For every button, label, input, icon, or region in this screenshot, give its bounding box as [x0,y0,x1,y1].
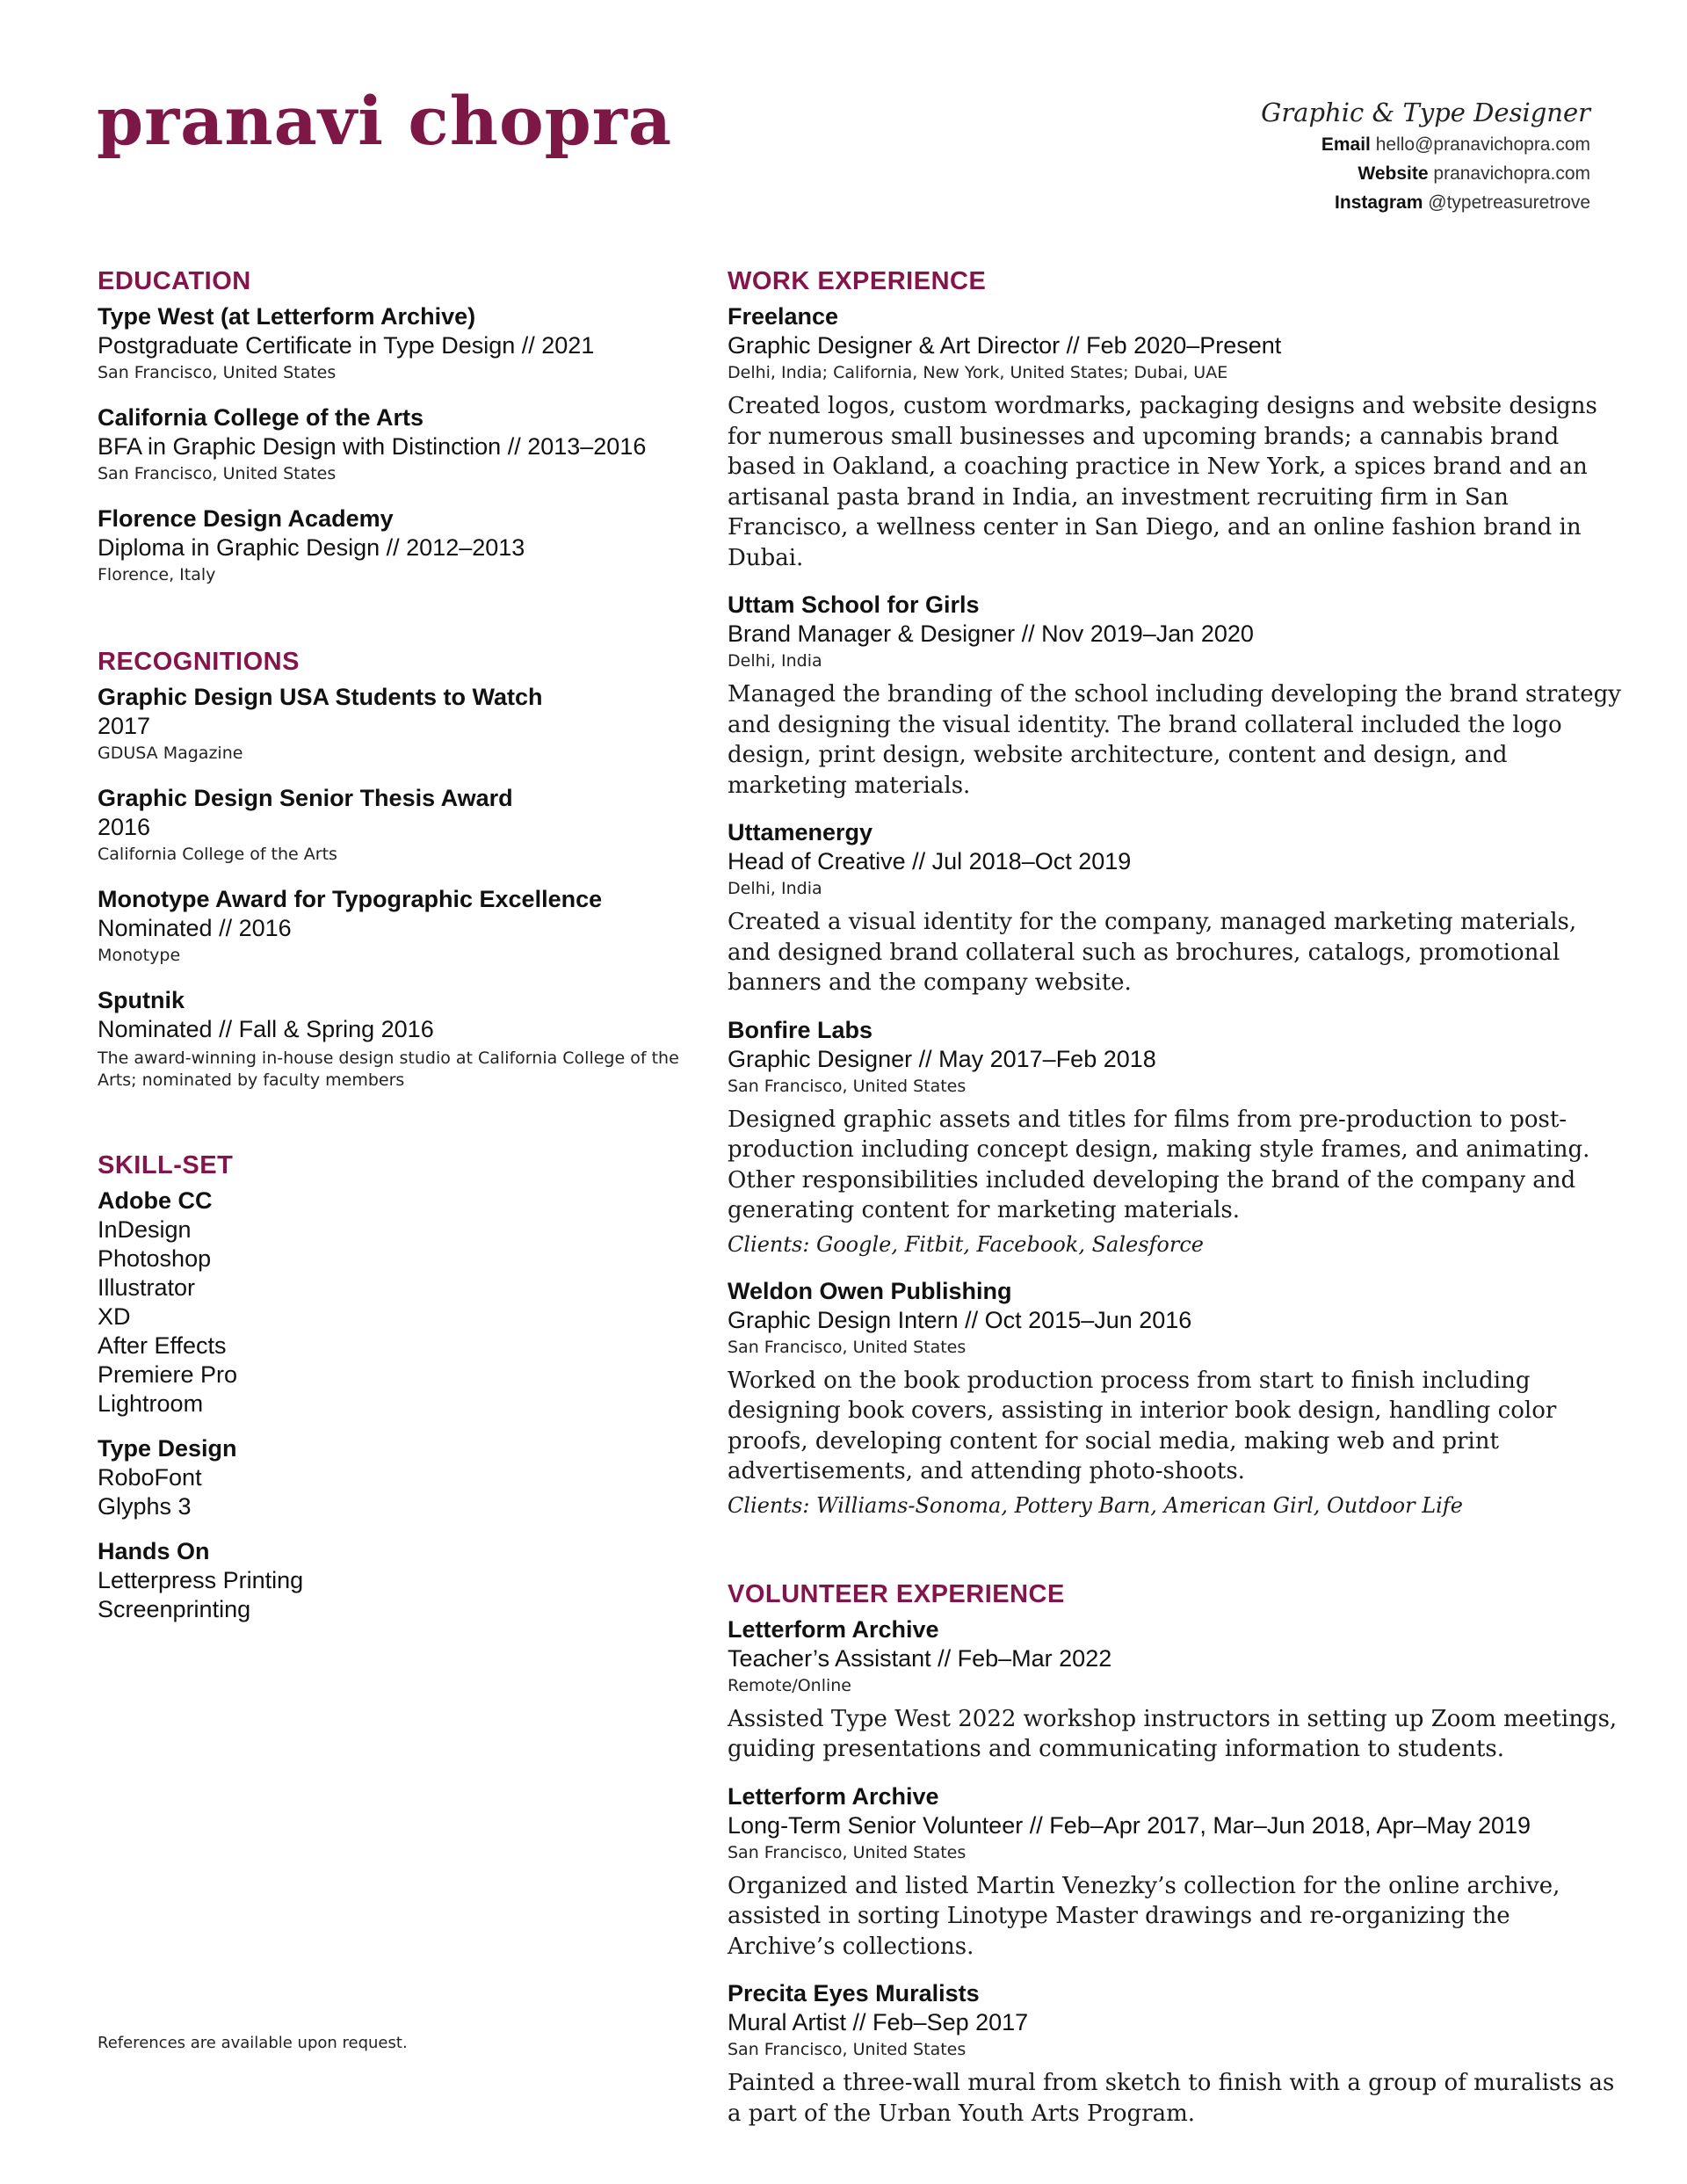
entry-location: Remote/Online [728,1675,851,1695]
skill-group [98,1537,695,1624]
skill-item: InDesign [98,1216,192,1243]
work-entry [728,818,1624,998]
entry-description: Worked on the book production process from start to finish including designing book covers, assisting in interior book design, handling color proofs, developing content for social media, making web and print advertisements, and attending photo-shoots. [728,1367,1557,1484]
entry-subtitle: 2016 [98,814,151,840]
skill-group [98,1434,695,1521]
contact-website-label: Website [1358,163,1429,184]
recognition-entry [98,885,695,969]
contact-email-value[interactable]: hello@pranavichopra.com [1375,134,1590,155]
work-section [728,264,1624,1520]
contact-instagram [1261,188,1590,217]
work-entry [728,1016,1624,1259]
work-entry [728,302,1624,573]
entry-description: Designed graphic assets and titles for films from pre-production to post-production including concept design, making style frames, and animating. Other responsibilities included developing the brand of the company and generating content for marketing materials. [728,1106,1590,1223]
entry-subtitle: Head of Creative // Jul 2018–Oct 2019 [728,848,1132,874]
education-heading: EDUCATION [98,267,251,295]
entry-subtitle: Graphic Designer // May 2017–Feb 2018 [728,1045,1156,1072]
skill-item: Illustrator [98,1274,196,1301]
skill-item: Glyphs 3 [98,1493,192,1520]
entry-title: Monotype Award for Typographic Excellence [98,886,603,912]
entry-description: Organized and listed Martin Venezky’s collection for the online archive, assisted in sorting Linotype Master drawings and re-organizing the Archive’s collections. [728,1872,1560,1960]
entry-location: California College of the Arts [98,845,337,864]
entry-title: Freelance [728,303,839,330]
volunteer-heading: VOLUNTEER EXPERIENCE [728,1579,1065,1608]
entry-location: San Francisco, United States [728,1337,967,1357]
entry-title: California College of the Arts [98,404,424,431]
skill-item: XD [98,1303,131,1330]
contact-website-value[interactable]: pranavichopra.com [1433,163,1590,184]
job-role: Graphic & Type Designer [1261,98,1590,127]
entry-subtitle: Long-Term Senior Volunteer // Feb–Apr 2017, Mar–Jun 2018, Apr–May 2019 [728,1811,1531,1839]
resume-name: pranavi chopra [97,82,673,160]
entry-title: Florence Design Academy [98,505,394,532]
left-column [98,264,695,1640]
skill-group-title: Adobe CC [98,1187,213,1214]
entry-location: GDUSA Magazine [98,744,243,763]
entry-title: Sputnik [98,987,185,1013]
entry-clients: Clients: Google, Fitbit, Facebook, Salesforce [728,1231,1204,1257]
entry-description: Created a visual identity for the company, managed marketing materials, and designed brand collateral such as brochures, catalogs, promotional banners and the company website. [728,909,1577,996]
section-spacer [98,606,695,644]
volunteer-entry [728,1615,1624,1765]
entry-subtitle: Graphic Designer & Art Director // Feb 2020–Present [728,332,1282,359]
entry-subtitle: Graphic Design Intern // Oct 2015–Jun 2016 [728,1306,1192,1333]
entry-location: Monotype [98,946,181,965]
entry-subtitle: Nominated // 2016 [98,915,292,941]
skills-section [98,1148,695,1624]
education-entry [98,403,695,487]
recognition-entry [98,986,695,1092]
entry-title: Uttamenergy [728,819,873,845]
entry-subtitle: 2017 [98,713,151,739]
skill-group-title: Type Design [98,1435,237,1462]
entry-title: Letterform Archive [728,1782,939,1810]
skill-item: Lightroom [98,1390,204,1417]
work-heading: WORK EXPERIENCE [728,267,987,295]
entry-subtitle: Postgraduate Certificate in Type Design // 2021 [98,332,595,359]
skill-item: Photoshop [98,1245,212,1272]
entry-title: Graphic Design Senior Thesis Award [98,785,513,811]
skill-item: RoboFont [98,1464,202,1491]
entry-location: San Francisco, United States [728,1842,967,1862]
recognition-entry [98,683,695,766]
education-entry [98,504,695,588]
entry-description: Managed the branding of the school including developing the brand strategy and designing the visual identity. The brand collateral included the logo design, print design, website architecture, content and design, and marketing materials. [728,681,1621,799]
volunteer-entry [728,1782,1624,1963]
recognition-entry [98,784,695,867]
contact-email-label: Email [1321,134,1371,155]
contact-email [1261,130,1590,159]
skill-item: After Effects [98,1332,227,1359]
volunteer-entry [728,1979,1624,2129]
entry-description: The award-winning in-house design studio at California College of the Arts; nominated by faculty members [98,1048,679,1090]
entry-subtitle: BFA in Graphic Design with Distinction // 2013–2016 [98,433,647,460]
recognitions-heading: RECOGNITIONS [98,648,300,676]
entry-location: San Francisco, United States [728,2040,967,2059]
skill-item: Screenprinting [98,1596,251,1622]
contact-instagram-label: Instagram [1335,192,1423,213]
entry-subtitle: Mural Artist // Feb–Sep 2017 [728,2009,1029,2035]
entry-subtitle: Brand Manager & Designer // Nov 2019–Jan 2020 [728,620,1254,647]
entry-description: Painted a three-wall mural from sketch to finish with a group of muralists as a part of the Urban Youth Arts Program. [728,2070,1615,2127]
entry-subtitle: Diploma in Graphic Design // 2012–2013 [98,534,525,561]
entry-subtitle: Teacher’s Assistant // Feb–Mar 2022 [728,1644,1112,1672]
entry-title: Letterform Archive [728,1615,939,1643]
work-entry [728,1277,1624,1520]
education-entry [98,302,695,386]
education-section [98,264,695,588]
skill-item: Letterpress Printing [98,1567,304,1593]
entry-location: Florence, Italy [98,565,216,584]
right-column [728,264,1624,2146]
section-spacer [728,1538,1624,1577]
entry-title: Type West (at Letterform Archive) [98,303,476,330]
contact-website [1261,159,1590,188]
entry-subtitle: Nominated // Fall & Spring 2016 [98,1016,434,1042]
contact-instagram-value[interactable]: @typetreasuretrove [1428,192,1590,213]
volunteer-section [728,1577,1624,2130]
entry-clients: Clients: Williams-Sonoma, Pottery Barn, American Girl, Outdoor Life [728,1492,1463,1518]
entry-location: San Francisco, United States [728,1076,967,1096]
entry-location: San Francisco, United States [98,464,337,483]
entry-title: Uttam School for Girls [728,591,980,618]
entry-location: Delhi, India [728,651,822,671]
entry-title: Weldon Owen Publishing [728,1277,1012,1304]
work-entry [728,591,1624,801]
entry-location: Delhi, India; California, New York, United States; Dubai, UAE [728,363,1228,382]
entry-title: Bonfire Labs [728,1016,873,1043]
entry-location: Delhi, India [728,879,822,898]
entry-description: Created logos, custom wordmarks, packaging designs and website designs for numerous small businesses and upcoming brands; a cannabis brand based in Oakland, a coaching practice in New York, a spices brand and an artisanal pasta brand in India, an investment recruiting firm in San Francisco, a wellness center in San Diego, and an online fashion brand in Dubai. [728,393,1597,571]
entry-location: San Francisco, United States [98,363,337,382]
contact-block [1261,95,1590,217]
skill-item: Premiere Pro [98,1361,238,1388]
skill-group-title: Hands On [98,1538,210,1564]
references-note: References are available upon request. [98,2034,408,2052]
section-spacer [98,1109,695,1148]
entry-description: Assisted Type West 2022 workshop instructors in setting up Zoom meetings, guiding presentations and communicating information to students. [728,1705,1618,1762]
entry-title: Precita Eyes Muralists [728,1980,980,2006]
recognitions-section [98,644,695,1092]
entry-title: Graphic Design USA Students to Watch [98,684,543,710]
skills-heading: SKILL-SET [98,1151,234,1179]
skill-group [98,1186,695,1419]
